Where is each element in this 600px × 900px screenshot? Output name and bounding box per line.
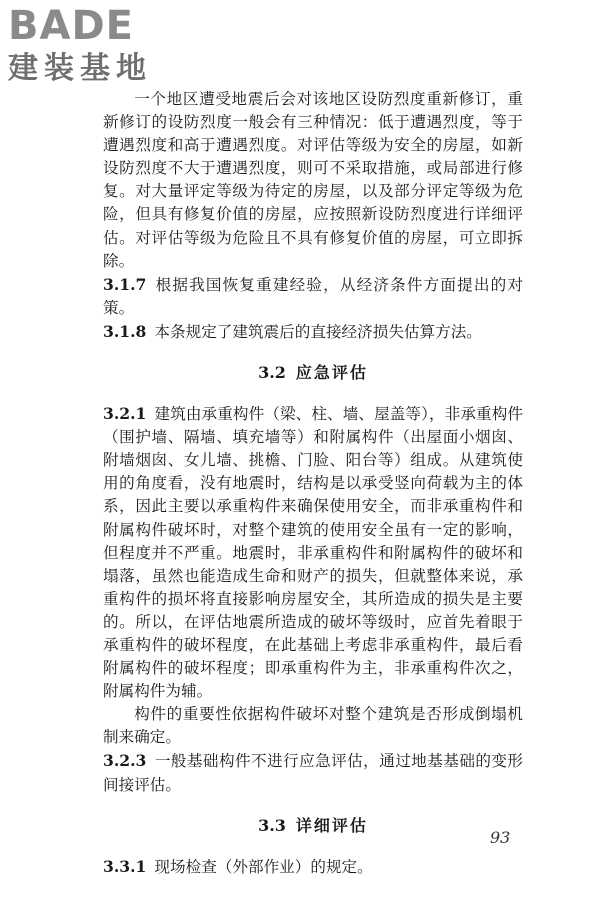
clause-text: 建筑由承重构件（梁、柱、墙、屋盖等），非承重构件（围护墙、隔墙、填充墙等）和附属构件（出屋面小烟囱、附墙烟囱、女儿墙、挑檐、门脸、阳台等）组成。从建筑使用的角度看，没有地震时，结构是以承受竖向荷载为主的体系，因此主要以承重构件来确保使用安全，而非承重构件和附属构件破坏时，对整个建筑的使用安全虽有一定的影响，但程度并不严重。地震时，非承重构件和附属构件的破坏和塌落，虽然也能造成生命和财产的损失，但就整体来说，承重构件的损坏将直接影响房屋安全，其所造成的损失是主要的。所以，在评估地震所造成的破坏等级时，应首先着眼于承重构件的破坏程度，在此基础上考虑非承重构件，最后看附属构件的破坏程度；即承重构件为主，非承重构件次之，附属构件为辅。 <box>103 405 523 701</box>
clause-3-3-1 <box>103 855 523 879</box>
clause-3-2-3 <box>103 749 523 796</box>
section-heading-3-3 <box>103 797 523 855</box>
clause-text: 根据我国恢复重建经验，从经济条件方面提出的对策。 <box>103 275 523 317</box>
clause-3-2-1 <box>103 402 523 703</box>
section-heading-3-2 <box>103 344 523 402</box>
page-number: 93 <box>490 828 511 847</box>
section-title: 详细评估 <box>295 815 368 835</box>
section-number: 3.2 <box>258 363 286 383</box>
clause-text: 一般基础构件不进行应急评估，通过地基基础的变形间接评估。 <box>103 752 523 794</box>
importance-paragraph: 构件的重要性依据构件破坏对整个建筑是否形成倒塌机制来确定。 <box>103 705 523 747</box>
section-title: 应急评估 <box>295 363 368 383</box>
intro-paragraph: 一个地区遭受地震后会对该地区设防烈度重新修订，重新修订的设防烈度一般会有三种情况：低于遭遇烈度，等于遭遇烈度和高于遭遇烈度。对评估等级为安全的房屋，如新设防烈度不大于遭遇烈度，则可不采取措施，或局部进行修复。对大量评定等级为待定的房屋，以及部分评定等级为危险，但具有修复价值的房屋，应按照新设防烈度进行详细评估。对评估等级为危险且不具有修复价值的房屋，可立即拆除。 <box>103 90 523 270</box>
page-body <box>103 88 523 879</box>
logo-subtitle: 建装基地 <box>8 51 152 86</box>
clause-number: 3.3.1 <box>103 856 147 876</box>
clause-3-1-8 <box>103 320 523 344</box>
clause-text: 现场检查（外部作业）的规定。 <box>154 857 373 876</box>
clause-number: 3.2.3 <box>103 751 147 771</box>
clause-number: 3.2.1 <box>103 404 147 424</box>
logo-brand: BADE <box>8 3 134 49</box>
clause-text: 本条规定了建筑震后的直接经济损失估算方法。 <box>154 322 482 341</box>
bade-logo <box>8 4 178 86</box>
section-number: 3.3 <box>258 815 286 835</box>
clause-number: 3.1.7 <box>103 274 147 294</box>
clause-number: 3.1.8 <box>103 321 147 341</box>
clause-3-1-7 <box>103 273 523 320</box>
